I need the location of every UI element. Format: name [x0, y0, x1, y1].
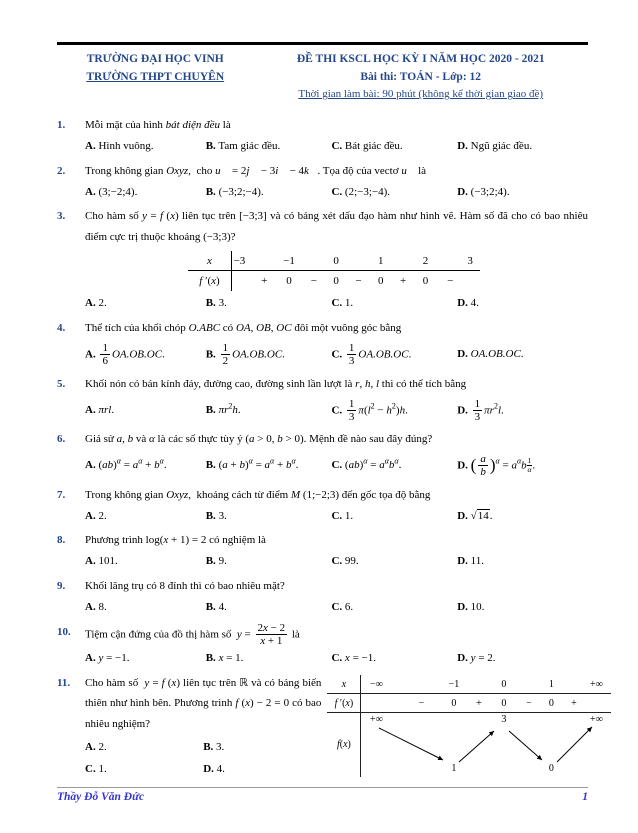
- table-cell: 0: [501, 697, 507, 709]
- answer-options: [85, 395, 588, 426]
- answer-options: [85, 551, 588, 572]
- x-label: x: [188, 251, 232, 270]
- question-number: 4.: [57, 322, 66, 335]
- table-cell: +∞: [370, 713, 383, 725]
- question-number: 5.: [57, 377, 66, 390]
- question-4: [57, 318, 588, 370]
- bbt-f-row: [327, 713, 611, 777]
- exam-subject: Bài thi: TOÁN - Lớp: 12: [360, 70, 482, 83]
- table-cell: −: [310, 275, 317, 288]
- fprime-label: f ′(x): [327, 694, 361, 712]
- answer-option: B. Tam giác đều.: [205, 139, 281, 152]
- table-cell: 1: [378, 255, 384, 268]
- q3-x-cells: [232, 251, 480, 270]
- question-text: Tiệm cận đứng của đồ thị hàm số y = $\frac{2x - 2}{x + 1}$ là: [85, 622, 300, 648]
- answer-options: [85, 339, 588, 370]
- table-cell: 0: [378, 275, 384, 288]
- table-cell: 2: [422, 255, 429, 268]
- table-cell: +∞: [590, 678, 603, 690]
- answer-option: D. Ngũ giác đều.: [457, 139, 533, 152]
- answer-option: A. 2.: [85, 509, 107, 522]
- answer-option: D. $\frac{1}{3}$ $\pi r^2l$.: [457, 397, 504, 423]
- question-number: 11.: [57, 676, 71, 689]
- answer-option: D. 11.: [457, 555, 485, 568]
- table-cell: −: [526, 697, 532, 709]
- answer-option: C. 1.: [331, 297, 354, 310]
- table-cell: −∞: [370, 678, 383, 690]
- answer-option: A. 8.: [85, 601, 107, 614]
- answer-option: A. $(ab)^\alpha = a^\alpha + b^\alpha$.: [85, 456, 167, 472]
- table-cell: −3: [233, 255, 246, 268]
- question-number: 1.: [57, 118, 66, 131]
- table-cell: 3: [501, 713, 507, 725]
- answer-option: B. $\pi r^2h$.: [205, 401, 241, 416]
- table-cell: 0: [501, 678, 507, 690]
- school-name: TRƯỜNG ĐẠI HỌC VINH: [86, 52, 224, 65]
- bbt-f-cells: [361, 713, 611, 777]
- answer-option: A. (3;−2;4).: [85, 185, 138, 198]
- question-3: [57, 206, 588, 314]
- footer-author: Thầy Đỗ Văn Đức: [57, 791, 145, 803]
- exam-title-block: [253, 50, 588, 104]
- answer-options: [85, 293, 588, 314]
- bbt-sign-cells: [361, 694, 611, 712]
- question-8: [57, 530, 588, 572]
- answer-options: [85, 506, 588, 527]
- question-number: 9.: [57, 580, 66, 593]
- table-cell: −: [447, 275, 454, 288]
- question-5: [57, 374, 588, 426]
- question-11: [57, 673, 603, 781]
- question-text: Cho hàm số y = f (x) liên tục trên [−3;3] và có bảng xét dấu đạo hàm như hình vẽ. Hàm số đã cho có bao nhiêu điểm cực trị thuộc khoảng (−3;3)?: [85, 210, 588, 244]
- question-number: 10.: [57, 626, 71, 638]
- table-cell: +: [571, 697, 577, 709]
- question-1: [57, 115, 588, 157]
- question-10: [57, 622, 588, 669]
- answer-options: [85, 136, 588, 157]
- answer-option: B. x = 1.: [205, 651, 244, 664]
- table-cell: +∞: [590, 713, 603, 725]
- table-cell: +: [261, 275, 268, 288]
- table-cell: +: [400, 275, 407, 288]
- answer-option: D. (−3;2;4).: [457, 185, 510, 198]
- f-label: f ( x ): [327, 713, 361, 777]
- answer-option: D. ( $\frac{a}{b}$ )$^\alpha = a^\alpha b$ $\frac{1}{\alpha}$ .: [457, 453, 536, 479]
- answer-option: C. (2;−3;−4).: [331, 185, 391, 198]
- answer-option: B. 3.: [205, 297, 227, 310]
- bbt-x-row: [327, 675, 611, 694]
- answer-option: D. 4.: [457, 297, 479, 310]
- school-subname: TRƯỜNG THPT CHUYÊN: [86, 71, 225, 84]
- question-number: 8.: [57, 534, 66, 547]
- table-cell: 0: [333, 275, 339, 288]
- question-text: Khối nón có bán kính đáy, đường cao, đường sinh lần lượt là r, h, l thì có thể tích bằng: [85, 377, 467, 390]
- answer-options: [85, 737, 321, 780]
- answer-option: B. $\frac{1}{2}$ OA.OB.OC.: [205, 342, 285, 368]
- table-cell: 3: [467, 255, 473, 268]
- variation-table-block: [321, 673, 603, 781]
- bbt-fprime-row: [327, 694, 611, 713]
- x-label: x: [327, 675, 361, 693]
- answer-option: B. 3.: [203, 741, 225, 754]
- question-text: Cho hàm số y = f (x) liên tục trên ℝ và có bảng biến thiên như hình bên. Phương trình f (x) − 2 = 0 có bao nhiêu nghiệm?: [85, 676, 322, 731]
- question-text: Trong không gian Oxyz, khoảng cách từ điểm M (1;−2;3) đến gốc tọa độ bằng: [85, 488, 431, 501]
- table-cell: 1: [451, 762, 457, 774]
- table-cell: 0: [548, 697, 554, 709]
- sign-table-x-row: [188, 251, 480, 271]
- question-list: [57, 115, 603, 780]
- question-2: [57, 161, 588, 203]
- answer-option: D. 10.: [457, 601, 485, 614]
- answer-option: D. OA.OB.OC.: [457, 348, 524, 361]
- answer-option: C. $(ab)^\alpha = a^\alpha b^\alpha$.: [331, 456, 402, 472]
- question-text: Phương trình log(x + 1) = 2 có nghiệm là: [85, 534, 266, 547]
- question-text-block: [85, 673, 321, 781]
- table-cell: 0: [422, 275, 429, 288]
- answer-option: A. 101.: [85, 555, 118, 568]
- answer-option: C. 99.: [331, 555, 359, 568]
- table-cell: −1: [448, 678, 460, 690]
- footer-page-number: 1: [582, 791, 588, 803]
- answer-options: [85, 597, 588, 618]
- question-text: Trong không gian Oxyz, cho u⃗ = 2j⃗ − 3i⃗ − 4k⃗. Tọa độ của vectơ u⃗ là: [85, 164, 427, 177]
- answer-option: A. πrl.: [85, 403, 115, 416]
- variation-arrows: [361, 713, 611, 777]
- derivative-sign-table: [188, 251, 480, 291]
- fprime-label: f ′(x): [188, 271, 232, 291]
- sign-table-fprime-row: [188, 271, 480, 291]
- answer-option: A. y = −1.: [85, 651, 130, 664]
- answer-option: B. $(a + b)^\alpha = a^\alpha + b^\alpha$.: [205, 456, 299, 472]
- answer-option: C. Bát giác đều.: [331, 139, 403, 152]
- answer-option: C. $\frac{1}{3}$ $\pi(l^2 - h^2)h$.: [331, 397, 408, 423]
- table-cell: +: [476, 697, 482, 709]
- question-text: Thể tích của khối chóp O.ABC có OA, OB, OC đôi một vuông góc bằng: [85, 322, 402, 335]
- answer-option: C. 6.: [331, 601, 354, 614]
- answer-option: C. x = −1.: [331, 651, 376, 664]
- answer-option: C. $\frac{1}{3}$ OA.OB.OC.: [331, 342, 412, 368]
- table-cell: 1: [548, 678, 554, 690]
- table-cell: −: [418, 697, 425, 709]
- answer-option: A. Hình vuông.: [85, 139, 154, 152]
- answer-option: B. 9.: [205, 555, 227, 568]
- table-cell: 0: [548, 762, 554, 774]
- school-block: [57, 50, 253, 104]
- answer-option: D. 4.: [203, 762, 225, 775]
- answer-options: [85, 648, 588, 669]
- table-cell: 0: [333, 255, 339, 268]
- question-number: 7.: [57, 488, 66, 501]
- table-cell: 0: [451, 697, 457, 709]
- bbt-x-cells: [361, 675, 611, 693]
- top-rule: [57, 42, 588, 45]
- question-6: [57, 429, 588, 481]
- question-text: Mỗi mặt của hình bát diện đều là: [85, 118, 231, 131]
- exam-title: ĐỀ THI KSCL HỌC KỲ I NĂM HỌC 2020 - 2021: [296, 52, 545, 65]
- footer: [57, 787, 588, 803]
- table-cell: −: [355, 275, 362, 288]
- variation-table: [327, 675, 611, 777]
- answer-option: A. 2.: [85, 741, 107, 754]
- answer-option: B. 4.: [205, 601, 227, 614]
- question-number: 2.: [57, 164, 66, 177]
- answer-option: D. y = 2.: [457, 651, 496, 664]
- answer-option: A. 2.: [85, 297, 107, 310]
- answer-option: C. 1.: [85, 762, 107, 775]
- question-text: Giả sử a, b và α là các số thực tùy ý (a > 0, b > 0). Mệnh đề nào sau đây đúng?: [85, 433, 433, 446]
- table-cell: −1: [283, 255, 295, 268]
- exam-duration: Thời gian làm bài: 90 phút (không kể thời gian giao đề): [298, 88, 544, 101]
- answer-option: A. $\frac{1}{6}$ OA.OB.OC.: [85, 342, 165, 368]
- header: [57, 50, 588, 104]
- question-text: Khối lăng trụ có 8 đỉnh thì có bao nhiêu mặt?: [85, 580, 285, 593]
- answer-options: [85, 182, 588, 203]
- answer-option: D. √14.: [457, 509, 493, 522]
- question-number: 6.: [57, 433, 66, 446]
- answer-options: [85, 450, 588, 481]
- q3-sign-cells: [232, 271, 480, 291]
- question-7: [57, 485, 588, 527]
- answer-option: C. 1.: [331, 509, 354, 522]
- question-number: 3.: [57, 210, 66, 223]
- table-cell: 0: [286, 275, 292, 288]
- question-9: [57, 576, 588, 618]
- answer-option: B. (−3;2;−4).: [205, 185, 264, 198]
- answer-option: B. 3.: [205, 509, 227, 522]
